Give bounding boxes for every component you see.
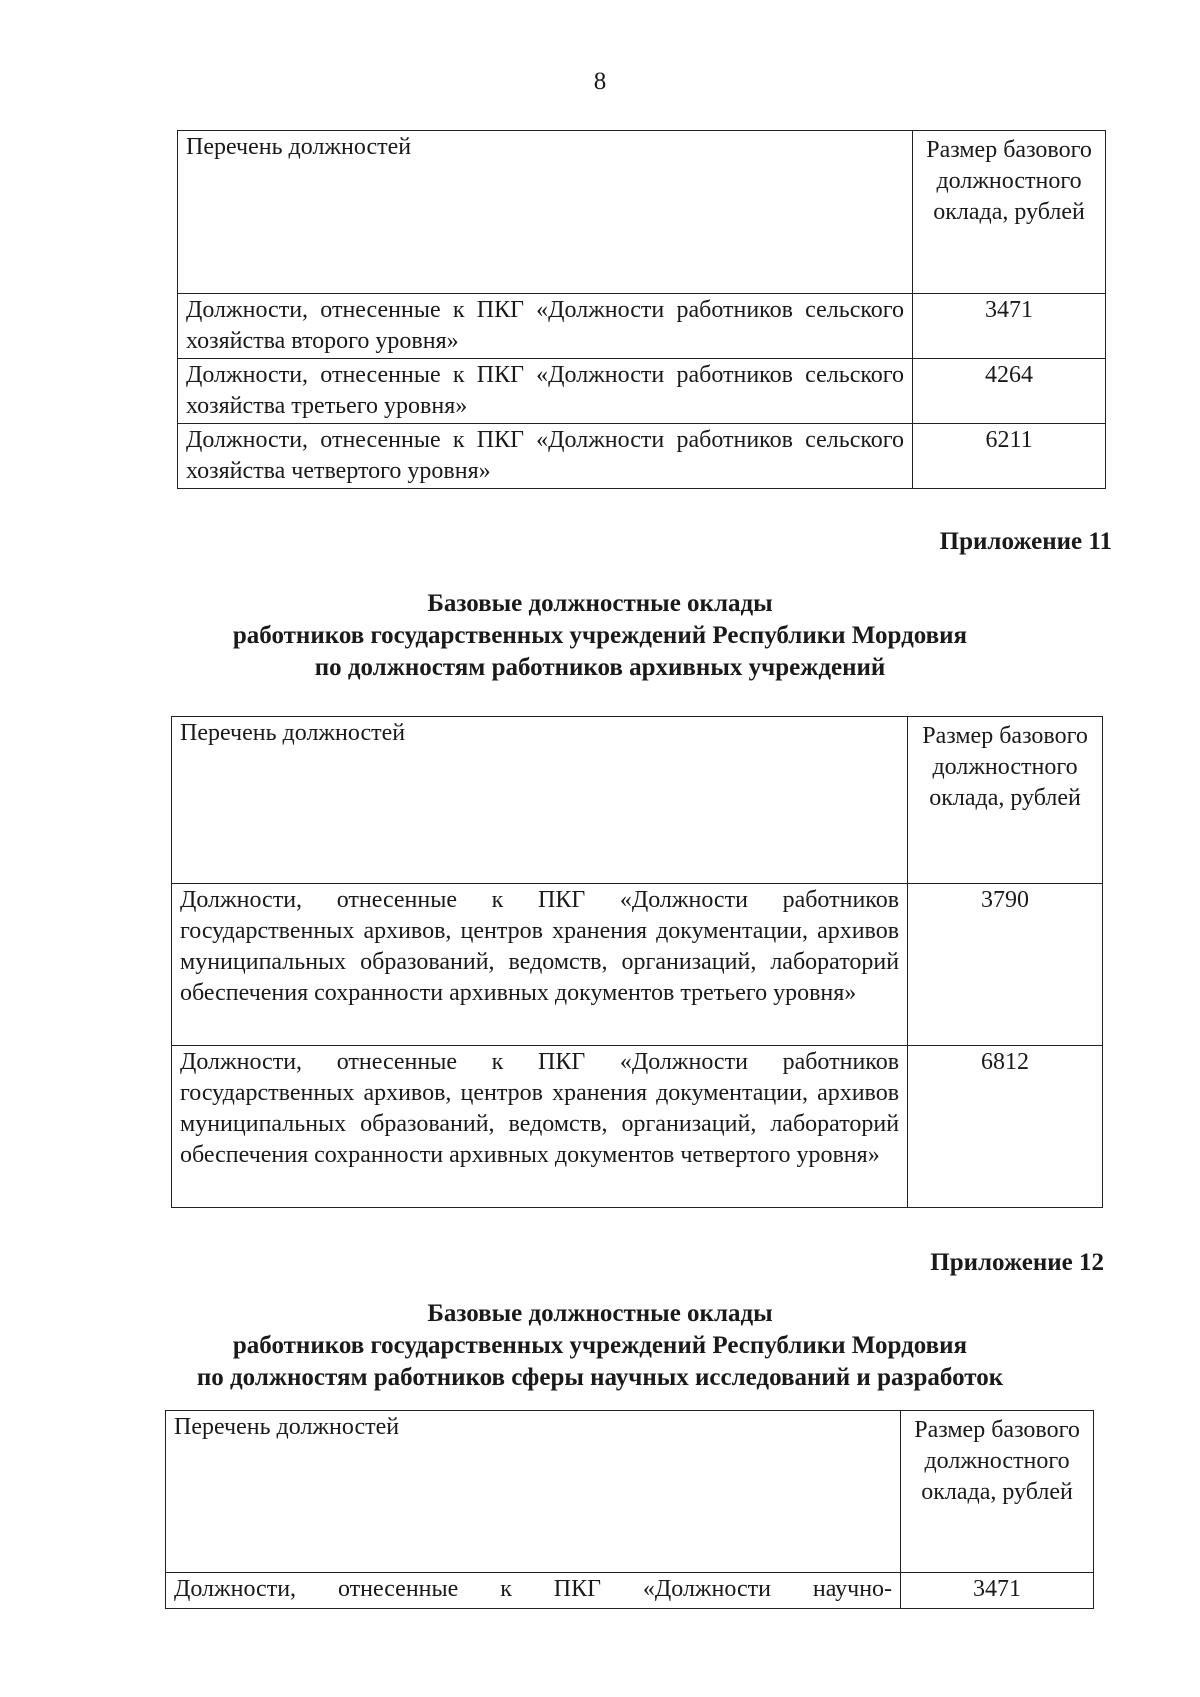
position-cell: Должности, отнесенные к ПКГ «Должности работников государственных архивов, центров хранения документации, архивов муниципальных образований, ведомств, организаций, лабораторий обеспечения сохранности архивных документов третьего уровня»: [172, 884, 908, 1046]
header-salary: Размер базового должностного оклада, рублей: [913, 131, 1106, 294]
table-row: [172, 1046, 1103, 1208]
appendix-11-title: [150, 588, 1050, 684]
page-number: 8: [593, 68, 607, 95]
table-header-row: [178, 131, 1106, 294]
appendix-11-label: Приложение 11: [939, 528, 1112, 555]
title-line: Базовые должностные оклады: [427, 590, 773, 617]
table-row: [178, 294, 1106, 359]
position-cell: Должности, отнесенные к ПКГ «Должности работников сельского хозяйства третьего уровня»: [178, 359, 913, 424]
table-row: [166, 1573, 1094, 1609]
salary-cell: 6211: [913, 424, 1106, 489]
title-line: по должностям работников сферы научных исследований и разработок: [196, 1364, 1004, 1391]
table-header-row: [172, 717, 1103, 884]
title-line: Базовые должностные оклады: [427, 1300, 773, 1327]
header-positions: Перечень должностей: [172, 717, 908, 884]
header-positions: Перечень должностей: [178, 131, 913, 294]
appendix-12-title: [150, 1298, 1050, 1394]
salary-cell: 3790: [908, 884, 1103, 1046]
position-cell: Должности, отнесенные к ПКГ «Должности работников сельского хозяйства второго уровня»: [178, 294, 913, 359]
header-salary: Размер базового должностного оклада, рублей: [901, 1411, 1094, 1573]
salary-cell: 3471: [913, 294, 1106, 359]
table-row: [178, 359, 1106, 424]
salary-cell: 6812: [908, 1046, 1103, 1208]
title-line: работников государственных учреждений Республики Мордовия: [232, 1332, 968, 1359]
position-cell: Должности, отнесенные к ПКГ «Должности работников сельского хозяйства четвертого уровня»: [178, 424, 913, 489]
position-cell: Должности, отнесенные к ПКГ «Должности работников государственных архивов, центров хранения документации, архивов муниципальных образований, ведомств, организаций, лабораторий обеспечения сохранности архивных документов четвертого уровня»: [172, 1046, 908, 1208]
title-line: работников государственных учреждений Республики Мордовия: [232, 622, 968, 649]
salary-cell: 3471: [901, 1573, 1094, 1609]
position-cell: Должности, отнесенные к ПКГ «Должности научно-: [166, 1573, 901, 1609]
header-positions: Перечень должностей: [166, 1411, 901, 1573]
table-row: [178, 424, 1106, 489]
salary-table-archives: [171, 716, 1103, 1208]
appendix-12-label: Приложение 12: [930, 1249, 1104, 1276]
header-salary: Размер базового должностного оклада, рублей: [908, 717, 1103, 884]
salary-table-agriculture: [177, 130, 1106, 489]
salary-table-research: [165, 1410, 1094, 1609]
table-header-row: [166, 1411, 1094, 1573]
table-row: [172, 884, 1103, 1046]
title-line: по должностям работников архивных учреждений: [314, 654, 886, 681]
salary-cell: 4264: [913, 359, 1106, 424]
